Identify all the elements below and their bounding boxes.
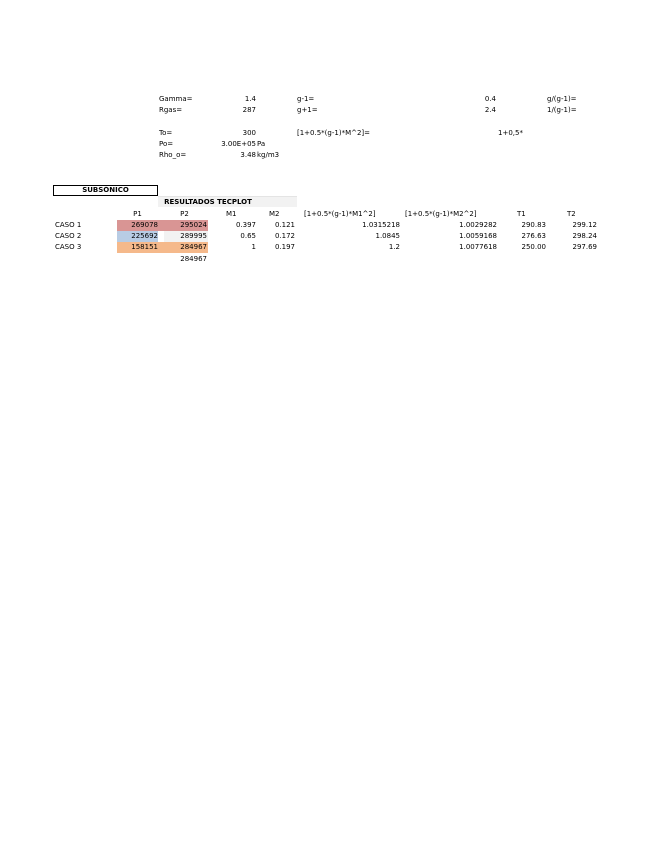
gp1-value[interactable]: 2.4	[484, 106, 496, 114]
row1-p1[interactable]: 269078	[131, 221, 158, 229]
col-m2: M2	[269, 210, 280, 218]
row1-m1[interactable]: 0.397	[235, 221, 256, 229]
rgas-value[interactable]: 287	[242, 106, 256, 114]
row3-p1[interactable]: 158151	[131, 243, 158, 251]
row1-f2[interactable]: 1.0029282	[459, 221, 497, 229]
row1-m2[interactable]: 0.121	[274, 221, 295, 229]
row3-f1[interactable]: 1.2	[388, 243, 400, 251]
row2-f1[interactable]: 1.0845	[375, 232, 400, 240]
row2-p2[interactable]: 289995	[180, 232, 207, 240]
formula-partial[interactable]: 1+0,5*	[498, 129, 523, 137]
row2-m2[interactable]: 0.172	[274, 232, 295, 240]
row1-f1[interactable]: 1.0315218	[362, 221, 400, 229]
row1-p2[interactable]: 295024	[180, 221, 207, 229]
gm1-label: g-1=	[297, 95, 315, 103]
gm1-value[interactable]: 0.4	[484, 95, 496, 103]
rho-value[interactable]: 3.48	[240, 151, 256, 159]
rho-label: Rho_o=	[159, 151, 187, 159]
extra-p2-value[interactable]: 284967	[180, 255, 207, 263]
row3-caso: CASO 3	[55, 243, 82, 251]
row1-caso: CASO 1	[55, 221, 82, 229]
po-unit: Pa	[257, 140, 266, 148]
rho-unit: kg/m3	[257, 151, 280, 159]
row3-m1[interactable]: 1	[251, 243, 256, 251]
row3-f2[interactable]: 1.0077618	[459, 243, 497, 251]
subsonico-box: SUBSÓNICO	[53, 185, 158, 196]
gamma-label: Gamma=	[159, 95, 193, 103]
col-f1: [1+0.5*(g-1)*M1^2]	[304, 210, 376, 218]
gamma-value[interactable]: 1.4	[244, 95, 256, 103]
to-value[interactable]: 300	[242, 129, 256, 137]
row1-t1[interactable]: 290.83	[521, 221, 546, 229]
col-t1: T1	[517, 210, 526, 218]
row2-t2[interactable]: 298.24	[572, 232, 597, 240]
col-p1: P1	[133, 210, 142, 218]
formula-label: [1+0.5*(g-1)*M^2]=	[297, 129, 371, 137]
gp1-label: g+1=	[297, 106, 318, 114]
tecplot-header: RESULTADOS TECPLOT	[164, 198, 252, 206]
row2-f2[interactable]: 1.0059168	[459, 232, 497, 240]
row2-caso: CASO 2	[55, 232, 82, 240]
po-label: Po=	[159, 140, 174, 148]
row3-t1[interactable]: 250.00	[521, 243, 546, 251]
row3-m2[interactable]: 0.197	[274, 243, 295, 251]
row1-t2[interactable]: 299.12	[572, 221, 597, 229]
rgas-label: Rgas=	[159, 106, 183, 114]
g-over-gm1-label: g/(g-1)=	[547, 95, 577, 103]
row3-t2[interactable]: 297.69	[572, 243, 597, 251]
col-p2: P2	[180, 210, 189, 218]
col-m1: M1	[226, 210, 237, 218]
po-value[interactable]: 3.00E+05	[221, 140, 256, 148]
row2-p1[interactable]: 225692	[131, 232, 158, 240]
row2-m1[interactable]: 0.65	[240, 232, 256, 240]
col-t2: T2	[567, 210, 576, 218]
row2-t1[interactable]: 276.63	[521, 232, 546, 240]
row3-p2[interactable]: 284967	[180, 243, 207, 251]
inv-gm1-label: 1/(g-1)=	[547, 106, 577, 114]
col-f2: [1+0.5*(g-1)*M2^2]	[405, 210, 477, 218]
to-label: To=	[159, 129, 173, 137]
